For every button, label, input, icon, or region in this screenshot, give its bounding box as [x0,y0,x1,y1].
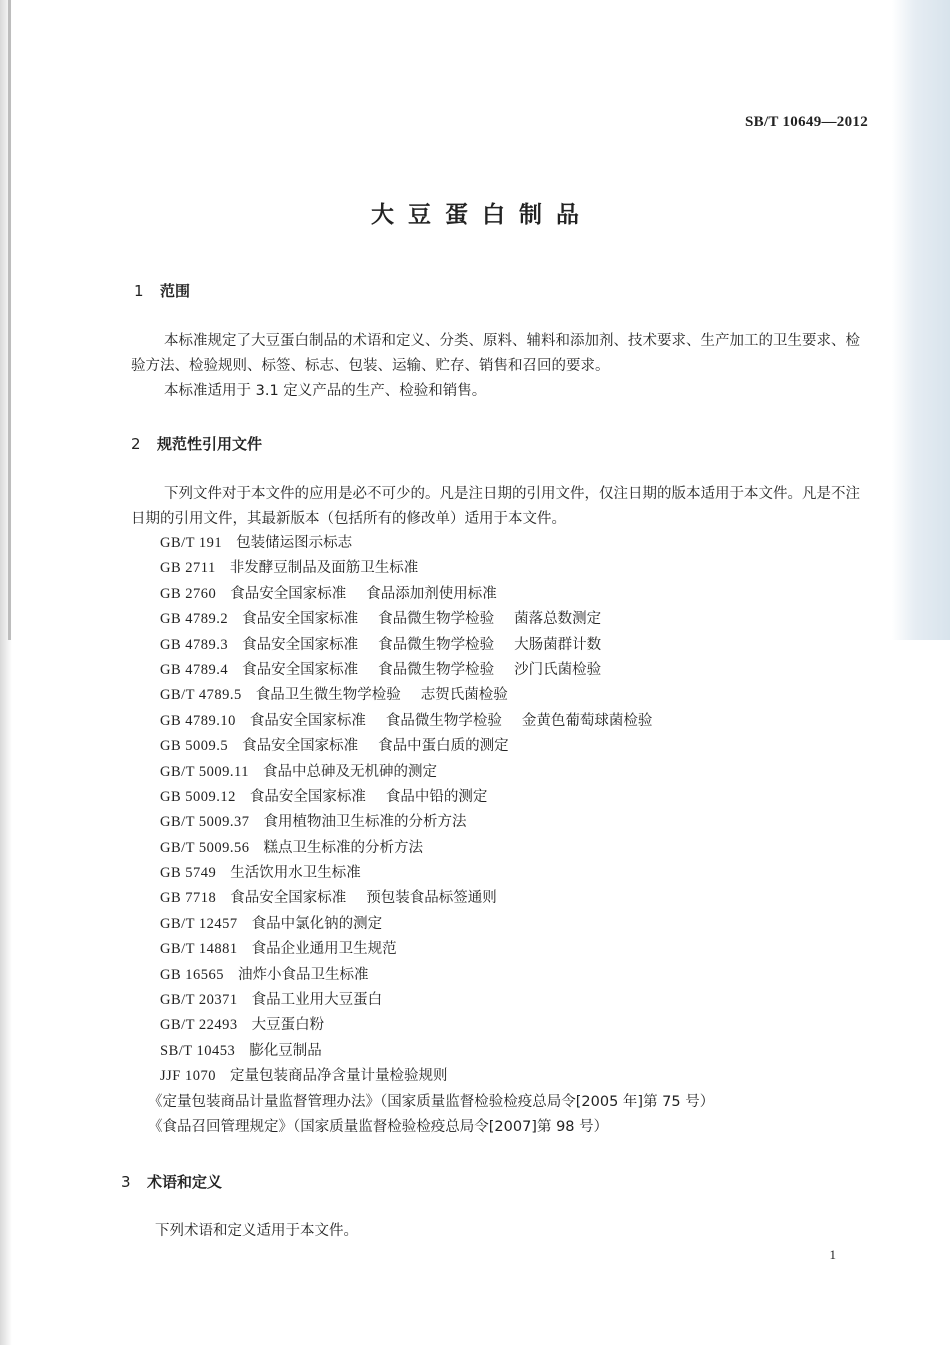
reference-title: 食品安全国家标准 [242,661,359,678]
reference-title: 志贺氏菌检验 [420,687,508,704]
reference-item [160,607,714,632]
reference-title: 非发酵豆制品及面筋卫生标准 [229,560,419,577]
reference-title: 预包装食品标签通则 [366,890,497,907]
reference-item [160,988,714,1013]
reference-title: 食品中总砷及无机砷的测定 [262,763,437,780]
reference-title: 食品安全国家标准 [230,890,347,907]
reference-title: 金黄色葡萄球菌检验 [521,712,653,729]
reference-title: 生活饮用水卫生标准 [230,865,361,882]
section-1-paragraph: 本标准适用于 3.1 定义产品的生产、检验和销售。 [164,383,487,399]
reference-title: 食品中氯化钠的测定 [251,915,383,932]
section-2-intro: 下列文件对于本文件的应用是必不可少的。凡是注日期的引用文件，仅注日期的版本适用于本文件。凡是不注日期的引用文件，其最新版本（包括所有的修改单）适用于本文件。 [131,486,860,527]
reference-title: 食品微生物学检验 [378,611,495,628]
reference-title: 食品安全国家标准 [249,788,366,805]
reference-title: 食品安全国家标准 [230,585,347,602]
reference-code: GB 5009.5 [160,738,229,755]
section-2-heading: 2 规范性引用文件 [131,435,263,453]
reference-item [160,1013,714,1038]
reference-code: GB 4789.3 [160,636,229,653]
reference-title: 食品安全国家标准 [242,738,359,755]
reference-code: GB 4789.2 [160,611,229,628]
reference-item [160,937,714,962]
reference-item [160,760,714,785]
reference-title: 食品添加剂使用标准 [366,585,497,602]
reference-title: 食品安全国家标准 [242,611,359,628]
reference-title: 大肠菌群计数 [514,636,602,653]
page-number: 1 [829,1247,836,1262]
reference-item [148,1090,714,1115]
scan-edge-strip [8,0,11,640]
document-title: 大豆蛋白制品 [371,202,593,228]
reference-item [160,633,714,658]
reference-code: GB/T 191 [160,535,223,551]
reference-code: GB/T 12457 [160,915,238,932]
reference-title: 糕点卫生标准的分析方法 [263,839,424,856]
reference-item [160,810,714,835]
reference-code: GB 5009.12 [160,788,236,805]
reference-title: 食品卫生微生物学检验 [255,687,401,704]
reference-title: 食品安全国家标准 [242,636,359,653]
reference-item [160,785,714,810]
reference-item [160,658,714,683]
reference-code: GB 2711 [160,560,216,577]
reference-item [160,683,714,708]
reference-code: GB 4789.4 [160,661,229,678]
section-1-heading: 1 范围 [134,282,191,300]
reference-title: 大豆蛋白粉 [251,1017,325,1034]
reference-code: GB/T 5009.37 [160,814,250,831]
reference-title: 食品微生物学检验 [378,636,495,653]
reference-title: 食品微生物学检验 [378,661,495,678]
reference-item [148,1115,714,1140]
reference-title: 沙门氏菌检验 [514,661,602,678]
reference-title: 《定量包装商品计量监督管理办法》（国家质量监督检验检疫总局令[2005 年]第 75 号） [148,1093,715,1110]
reference-code: GB 2760 [160,585,217,602]
reference-title: 包装储运图示标志 [236,535,353,551]
section-1-paragraph: 本标准规定了大豆蛋白制品的术语和定义、分类、原料、辅料和添加剂、技术要求、生产加工的卫生要求、检验方法、检验规则、标签、标志、包装、运输、贮存、销售和召回的要求。 [131,333,860,374]
section-3-paragraph: 下列术语和定义适用于本文件。 [155,1223,358,1239]
reference-code: GB/T 22493 [160,1017,238,1034]
reference-code: GB/T 20371 [160,992,238,1009]
reference-item [160,963,714,988]
reference-code: GB/T 4789.5 [160,687,242,704]
reference-title: 《食品召回管理规定》（国家质量监督检验检疫总局令[2007]第 98 号） [148,1118,609,1135]
reference-title: 食用植物油卫生标准的分析方法 [263,814,467,831]
reference-code: GB 7718 [160,890,217,907]
document-code: SB/T 10649—2012 [745,114,868,130]
reference-item [160,886,714,911]
reference-item [160,861,714,886]
reference-code: GB 4789.10 [160,712,236,729]
reference-title: 膨化豆制品 [249,1042,322,1059]
reference-code: GB/T 5009.11 [160,763,249,780]
reference-code: GB 16565 [160,966,225,983]
reference-title: 食品微生物学检验 [385,712,502,729]
reference-item [160,1039,714,1064]
reference-item [160,556,714,581]
reference-title: 菌落总数测定 [514,611,602,628]
reference-title: 食品中蛋白质的测定 [378,738,509,755]
reference-code: GB/T 14881 [160,941,238,958]
reference-item [160,912,714,937]
reference-title: 食品安全国家标准 [249,712,366,729]
scan-edge-strip-right [892,0,950,640]
reference-title: 食品中铅的测定 [385,788,488,805]
section-3-heading: 3 术语和定义 [121,1173,223,1191]
reference-title: 定量包装商品净含量计量检验规则 [229,1068,448,1085]
reference-item [160,582,714,607]
reference-item [160,1064,714,1089]
reference-title: 食品企业通用卫生规范 [251,941,397,958]
reference-item [160,734,714,759]
reference-item [160,836,714,861]
reference-code: SB/T 10453 [160,1042,236,1059]
reference-code: GB 5749 [160,865,217,882]
reference-title: 油炸小食品卫生标准 [238,966,369,983]
reference-item [160,531,714,556]
reference-list [148,531,715,1140]
reference-title: 食品工业用大豆蛋白 [251,992,383,1009]
reference-code: GB/T 5009.56 [160,839,250,856]
reference-item [160,709,714,734]
reference-code: JJF 1070 [160,1068,216,1085]
